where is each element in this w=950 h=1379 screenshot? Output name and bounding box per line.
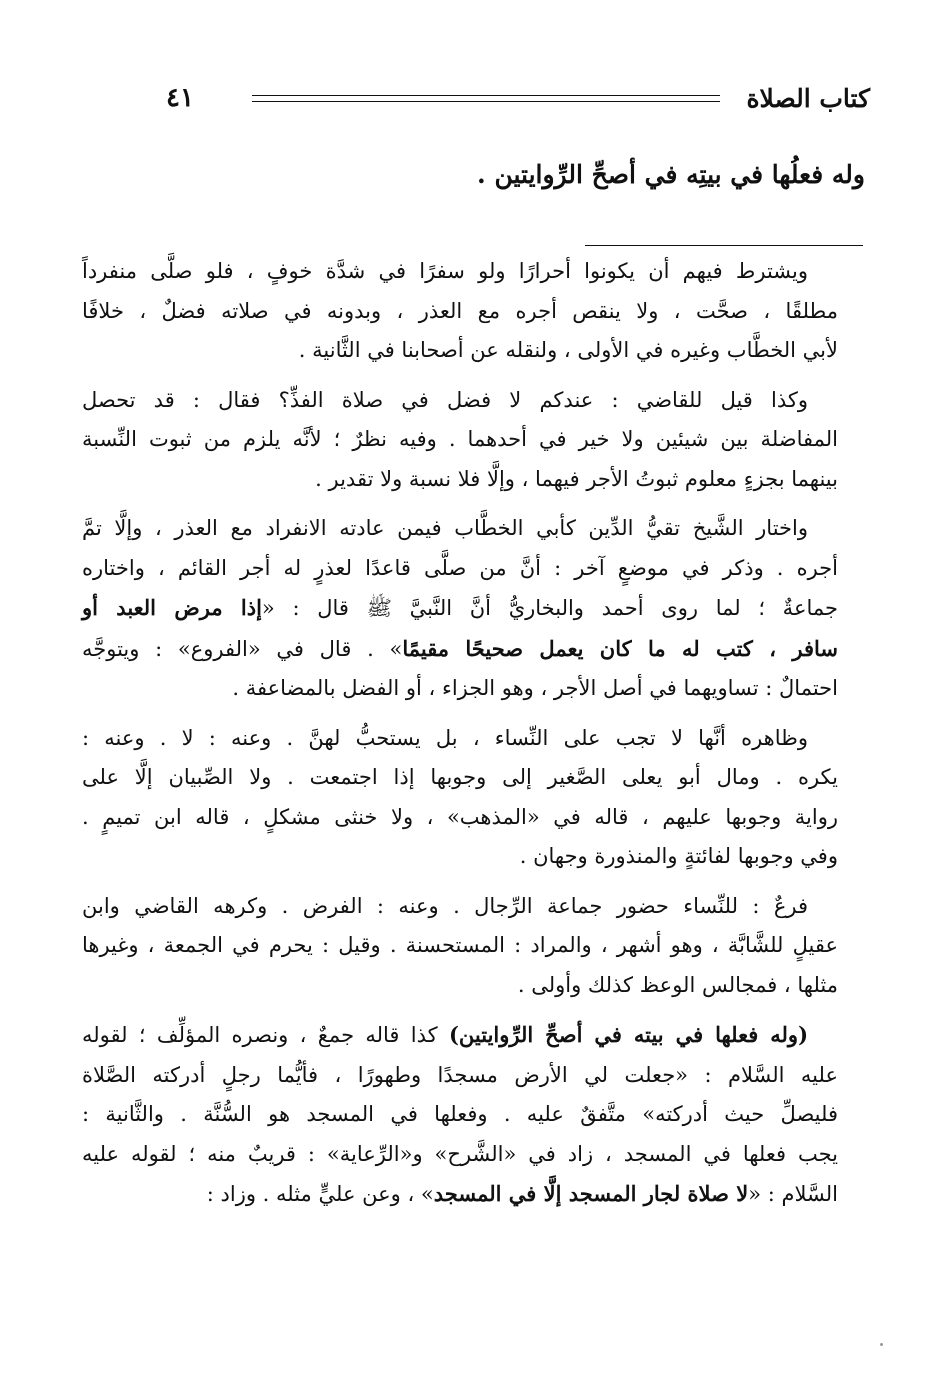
text-segment: وكذا قيل للقاضي : عندكم لا فضل في صلاة الفذِّ؟ فقال : قد تحصل <box>82 387 808 412</box>
page-number: ٤١ <box>166 83 194 113</box>
text-segment: عقيلٍ للشَّابَّة ، وهو أشهر ، والمراد : المستحسنة . وقيل : يحرم في الجمعة ، وغيرها <box>82 933 838 957</box>
bold-segment: سافر ، كتب له ما كان يعمل صحيحًا مقيمًا <box>402 635 838 661</box>
scan-speck <box>880 1343 883 1346</box>
bold-segment: إذا مرض العبد أو <box>82 595 262 620</box>
text-line <box>82 758 868 798</box>
text-segment: أجره . وذكر في موضعٍ آخر : أنَّ من صلَّى قاعدًا لعذرٍ له أجر القائم ، واختاره <box>82 555 838 580</box>
text-segment: رواية وجوبها عليهم ، قاله في «المذهب» ، ولا خنثى مشكلٍ ، قاله ابن تميمٍ . <box>82 804 839 829</box>
text-line <box>82 629 868 670</box>
text-segment: وفي وجوبها لفائتةٍ والمنذورة وجهان . <box>519 844 838 868</box>
text-segment: السَّلام : « <box>748 1182 838 1206</box>
text-line <box>82 669 868 709</box>
text-segment: فليصلِّ حيث أدركته» متَّفقٌ عليه . وفعلها في المسجد هو السُّنَّة . والثَّانية : <box>82 1102 838 1126</box>
text-line <box>82 588 868 629</box>
text-line <box>82 1135 868 1175</box>
text-segment: مثلها ، فمجالس الوعظ كذلك وأولى . <box>517 972 838 997</box>
text-segment: فرعٌ : للنِّساء حضور جماعة الرِّجال . وعنه : الفرض . وكرهه القاضي وابن <box>82 893 808 918</box>
text-line <box>82 1015 868 1056</box>
running-header <box>166 78 870 118</box>
text-segment: لأبي الخطَّاب وغيره في الأولى ، ولنقله عن أصحابنا في الثَّانية . <box>298 338 838 362</box>
header-rule <box>252 95 721 102</box>
text-segment: » . قال في «الفروع» : ويتوجَّه <box>82 636 403 661</box>
paragraph <box>82 1015 868 1215</box>
paragraph <box>82 719 868 877</box>
text-line <box>82 460 868 500</box>
text-line <box>82 1056 868 1096</box>
text-line <box>82 966 868 1006</box>
text-line <box>82 798 868 838</box>
text-line <box>82 719 868 759</box>
text-line <box>82 292 868 332</box>
paragraph <box>82 887 868 1006</box>
text-segment: عليه السَّلام : «جعلت لي الأرض مسجدًا وطهورًا ، فأيُّما رجلٍ أدركته الصَّلاة <box>82 1062 838 1087</box>
text-segment: وظاهره أنَّها لا تجب على النِّساء ، بل يستحبُّ لهنَّ . وعنه : لا . وعنه : <box>82 725 808 750</box>
text-line <box>82 509 868 549</box>
text-segment: جماعةٌ ؛ لما روى أحمد والبخاريُّ أنَّ النَّبيَّ ﷺ قال : « <box>261 596 838 620</box>
paragraph <box>82 252 868 371</box>
text-segment: المفاضلة بين شيئين ولا خير في أحدهما . وفيه نظرٌ ؛ لأنَّه يلزم من ثبوت النِّسبة <box>82 427 838 451</box>
text-segment: ويشترط فيهم أن يكونوا أحرارًا ولو سفرًا في شدَّة خوفٍ ، فلو صلَّى منفرداً <box>82 259 808 283</box>
text-segment: يكره . ومال أبو يعلى الصَّغير إلى وجوبها إذا اجتمعت . ولا الصِّبيان إلَّا على <box>82 765 838 789</box>
matn-text: وله فعلُها في بيتِه في أصحِّ الرِّوايتين . <box>477 160 865 189</box>
text-segment: احتمالٌ : تساويهما في أصل الأجر ، وهو الجزاء ، أو الفضل بالمضاعفة . <box>232 676 838 700</box>
text-line <box>82 331 868 371</box>
text-segment: كذا قاله جمعٌ ، ونصره المؤلِّف ؛ لقوله <box>82 1023 449 1047</box>
text-line <box>82 1095 868 1135</box>
bold-segment: (وله فعلها في بيته في أصحِّ الرِّوايتين) <box>448 1022 809 1047</box>
bold-segment: لا صلاة لجار المسجد إلَّا في المسجد <box>433 1181 749 1206</box>
text-segment: مطلقًا ، صحَّت ، ولا ينقص أجره مع العذر ، وبدونه في صلاته فضلٌ ، خلافًا <box>82 298 838 323</box>
paragraph <box>82 509 868 709</box>
text-line <box>82 381 868 421</box>
paragraph <box>82 381 868 500</box>
text-line <box>82 837 868 877</box>
commentary-body <box>82 252 868 1225</box>
text-line <box>82 549 868 589</box>
text-segment: واختار الشَّيخ تقيُّ الدِّين كأبي الخطَّاب فيمن عادته الانفراد مع العذر ، وإلَّا تمَّ <box>82 516 808 540</box>
text-segment: » ، وعن عليٍّ مثله . وزاد : <box>206 1182 434 1206</box>
text-line <box>82 252 868 292</box>
text-line <box>82 887 868 927</box>
text-segment: بينهما بجزءٍ معلوم ثبوتُ الأجر فيهما ، وإلَّا فلا نسبة ولا تقدير . <box>315 466 838 491</box>
text-line <box>82 926 868 966</box>
matn-rule <box>585 245 863 246</box>
text-segment: يجب فعلها في المسجد ، زاد في «الشَّرح» و«الرِّعاية» : قريبٌ منه ؛ لقوله عليه <box>82 1141 838 1166</box>
text-line <box>82 420 868 460</box>
text-line <box>82 1174 868 1215</box>
chapter-title: كتاب الصلاة <box>746 83 870 113</box>
